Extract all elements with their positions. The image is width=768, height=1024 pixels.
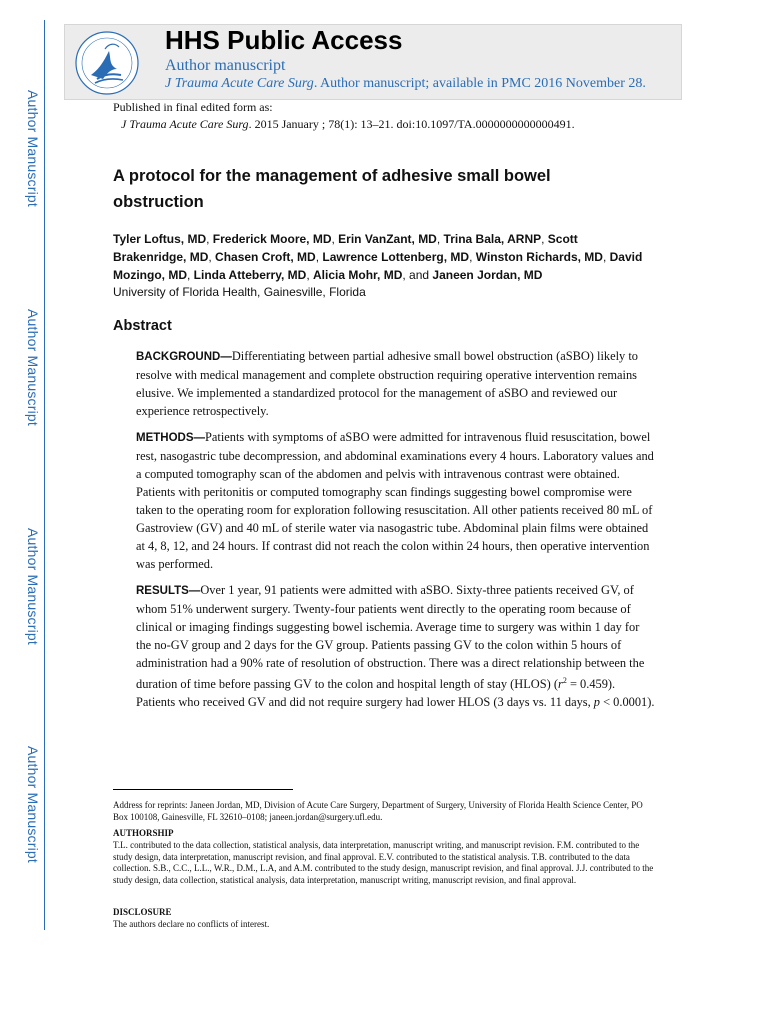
authors-conjunction: and (409, 268, 430, 282)
hhs-banner (64, 24, 682, 100)
reprint-address: Address for reprints: Janeen Jordan, MD, Division of Acute Care Surgery, Department of Surgery, University of Florida Health Science Center, PO Box 100108, Gainesville, FL 32610–0108; janeen.jordan@surgery.ufl.edu. (113, 800, 643, 822)
results-text: Over 1 year, 91 patients were admitted with aSBO. Sixty-three patients received GV, of whom 51% underwent surgery. Twenty-four patients went directly to the operating room because of clinical or imaging findings suggesting bowel ischemia. Average time to surgery was within 1 day for the no-GV group and 2 days for the GV group. Patients passing GV to the colon within 5 hours of administration had a 90% rate of resolution of obstruction. There was a direct relationship between the duration of time before passing GV to the colon and hospital length of stay (HLOS) ( (136, 583, 645, 692)
results-text: = 0.459). Patients who received GV and did not require surgery had lower HLOS (3 days vs. 11 days, (136, 677, 616, 710)
hhs-eagle-seal-icon (73, 29, 141, 97)
author-name: Chasen Croft, MD (215, 250, 316, 264)
abstract-results (136, 581, 656, 711)
sidebar-label: Author Manuscript (25, 90, 41, 208)
banner-availability: . Author manuscript; available in PMC 2016 November 28. (313, 76, 646, 91)
banner-journal-name: J Trauma Acute Care Surg (165, 76, 314, 91)
background-label: BACKGROUND— (136, 351, 232, 363)
authorship-text: T.L. contributed to the data collection, statistical analysis, data interpretation, manuscript writing, and manuscript revision. F.M. contributed to the study design, data interpretation, manuscript revision, and final approval. E.V. contributed to the statistical analysis. T.B. contributed to the data collection. S.B., C.C., L.L., W.R., D.M., L.A, and A.M. contributed to the study design, manuscript revision, and final approval. J.J. contributed to the study design, data collection, statistical analysis, data interpretation, manuscript writing, manuscript revision, and final approval. (113, 840, 654, 885)
author-list: Tyler Loftus, MD, Frederick Moore, MD, Erin VanZant, MD, Trina Bala, ARNP, Scott Brakenridge, MD, Chasen Croft, MD, Lawrence Lottenberg, MD, Winston Richards, MD, David Mozingo, MD, Linda Atteberry, MD, Alicia Mohr, MD, and Janeen Jordan, MD (113, 232, 643, 282)
author-name: Frederick Moore, MD (212, 232, 332, 246)
published-label: Published in final edited form as: (113, 100, 273, 114)
results-sup: 2 (562, 676, 567, 685)
abstract-methods (136, 428, 656, 573)
author-name: Linda Atteberry, MD (193, 268, 307, 282)
results-r: r (558, 677, 563, 692)
background-text: Differentiating between partial adhesive small bowel obstruction (aSBO) likely to resolve with medical management and complete obstruction requiring operative intervention remains elusive. We implemented a standardized protocol for the management of aSBO and reviewed our experience retrospectively. (136, 349, 638, 418)
citation-details: . 2015 January ; 78(1): 13–21. doi:10.1097/TA.0000000000000491. (248, 117, 575, 131)
author-name: Alicia Mohr, MD (313, 268, 403, 282)
sidebar-label: Author Manuscript (25, 746, 41, 864)
results-p: p (593, 695, 600, 710)
author-name: Janeen Jordan, MD (432, 268, 543, 282)
banner-title: HHS Public Access (165, 25, 403, 55)
author-name: Lawrence Lottenberg, MD (322, 250, 470, 264)
author-name: Erin VanZant, MD (338, 232, 437, 246)
results-label: RESULTS— (136, 585, 201, 597)
author-name: Trina Bala, ARNP (443, 232, 542, 246)
author-name: Winston Richards, MD (475, 250, 603, 264)
abstract-heading: Abstract (113, 318, 172, 334)
author-name: David Mozingo, MD (113, 250, 643, 282)
citation-line (121, 117, 575, 132)
author-name: Tyler Loftus, MD (113, 232, 207, 246)
affiliation: University of Florida Health, Gainesville, Florida (113, 285, 366, 299)
banner-journal-line (165, 76, 646, 92)
sidebar-label: Author Manuscript (25, 309, 41, 427)
abstract-background (136, 347, 656, 420)
disclosure-text: The authors declare no conflicts of interest. (113, 919, 270, 929)
citation-journal: J Trauma Acute Care Surg (121, 117, 249, 131)
authorship-heading: AUTHORSHIP (113, 828, 174, 838)
results-text: < 0.0001). (600, 695, 655, 710)
disclosure-heading: DISCLOSURE (113, 907, 172, 917)
banner-subtitle: Author manuscript (165, 57, 286, 74)
article-title: A protocol for the management of adhesive small bowel obstruction (113, 167, 551, 211)
footnote-rule (113, 789, 293, 790)
sidebar-label: Author Manuscript (25, 528, 41, 646)
methods-label: METHODS— (136, 432, 205, 444)
author-name: Scott Brakenridge, MD (113, 232, 578, 264)
methods-text: Patients with symptoms of aSBO were admitted for intravenous fluid resuscitation, bowel rest, nasogastric tube decompression, and abdominal examinations every 4 hours. Laboratory values and a computed tomography scan of the abdomen and pelvis with intravenous contrast were obtained. Patients with peritonitis or computed tomography scan findings suggesting bowel compromise were taken to the operating room for exploration following resuscitation. All other patients received 80 mL of Gastroview (GV) and 40 mL of sterile water via nasogastric tube. Abdominal plain films were obtained at 4, 8, 12, and 24 hours. If contrast did not reach the colon within 24 hours, then operative intervention was performed. (136, 430, 654, 571)
